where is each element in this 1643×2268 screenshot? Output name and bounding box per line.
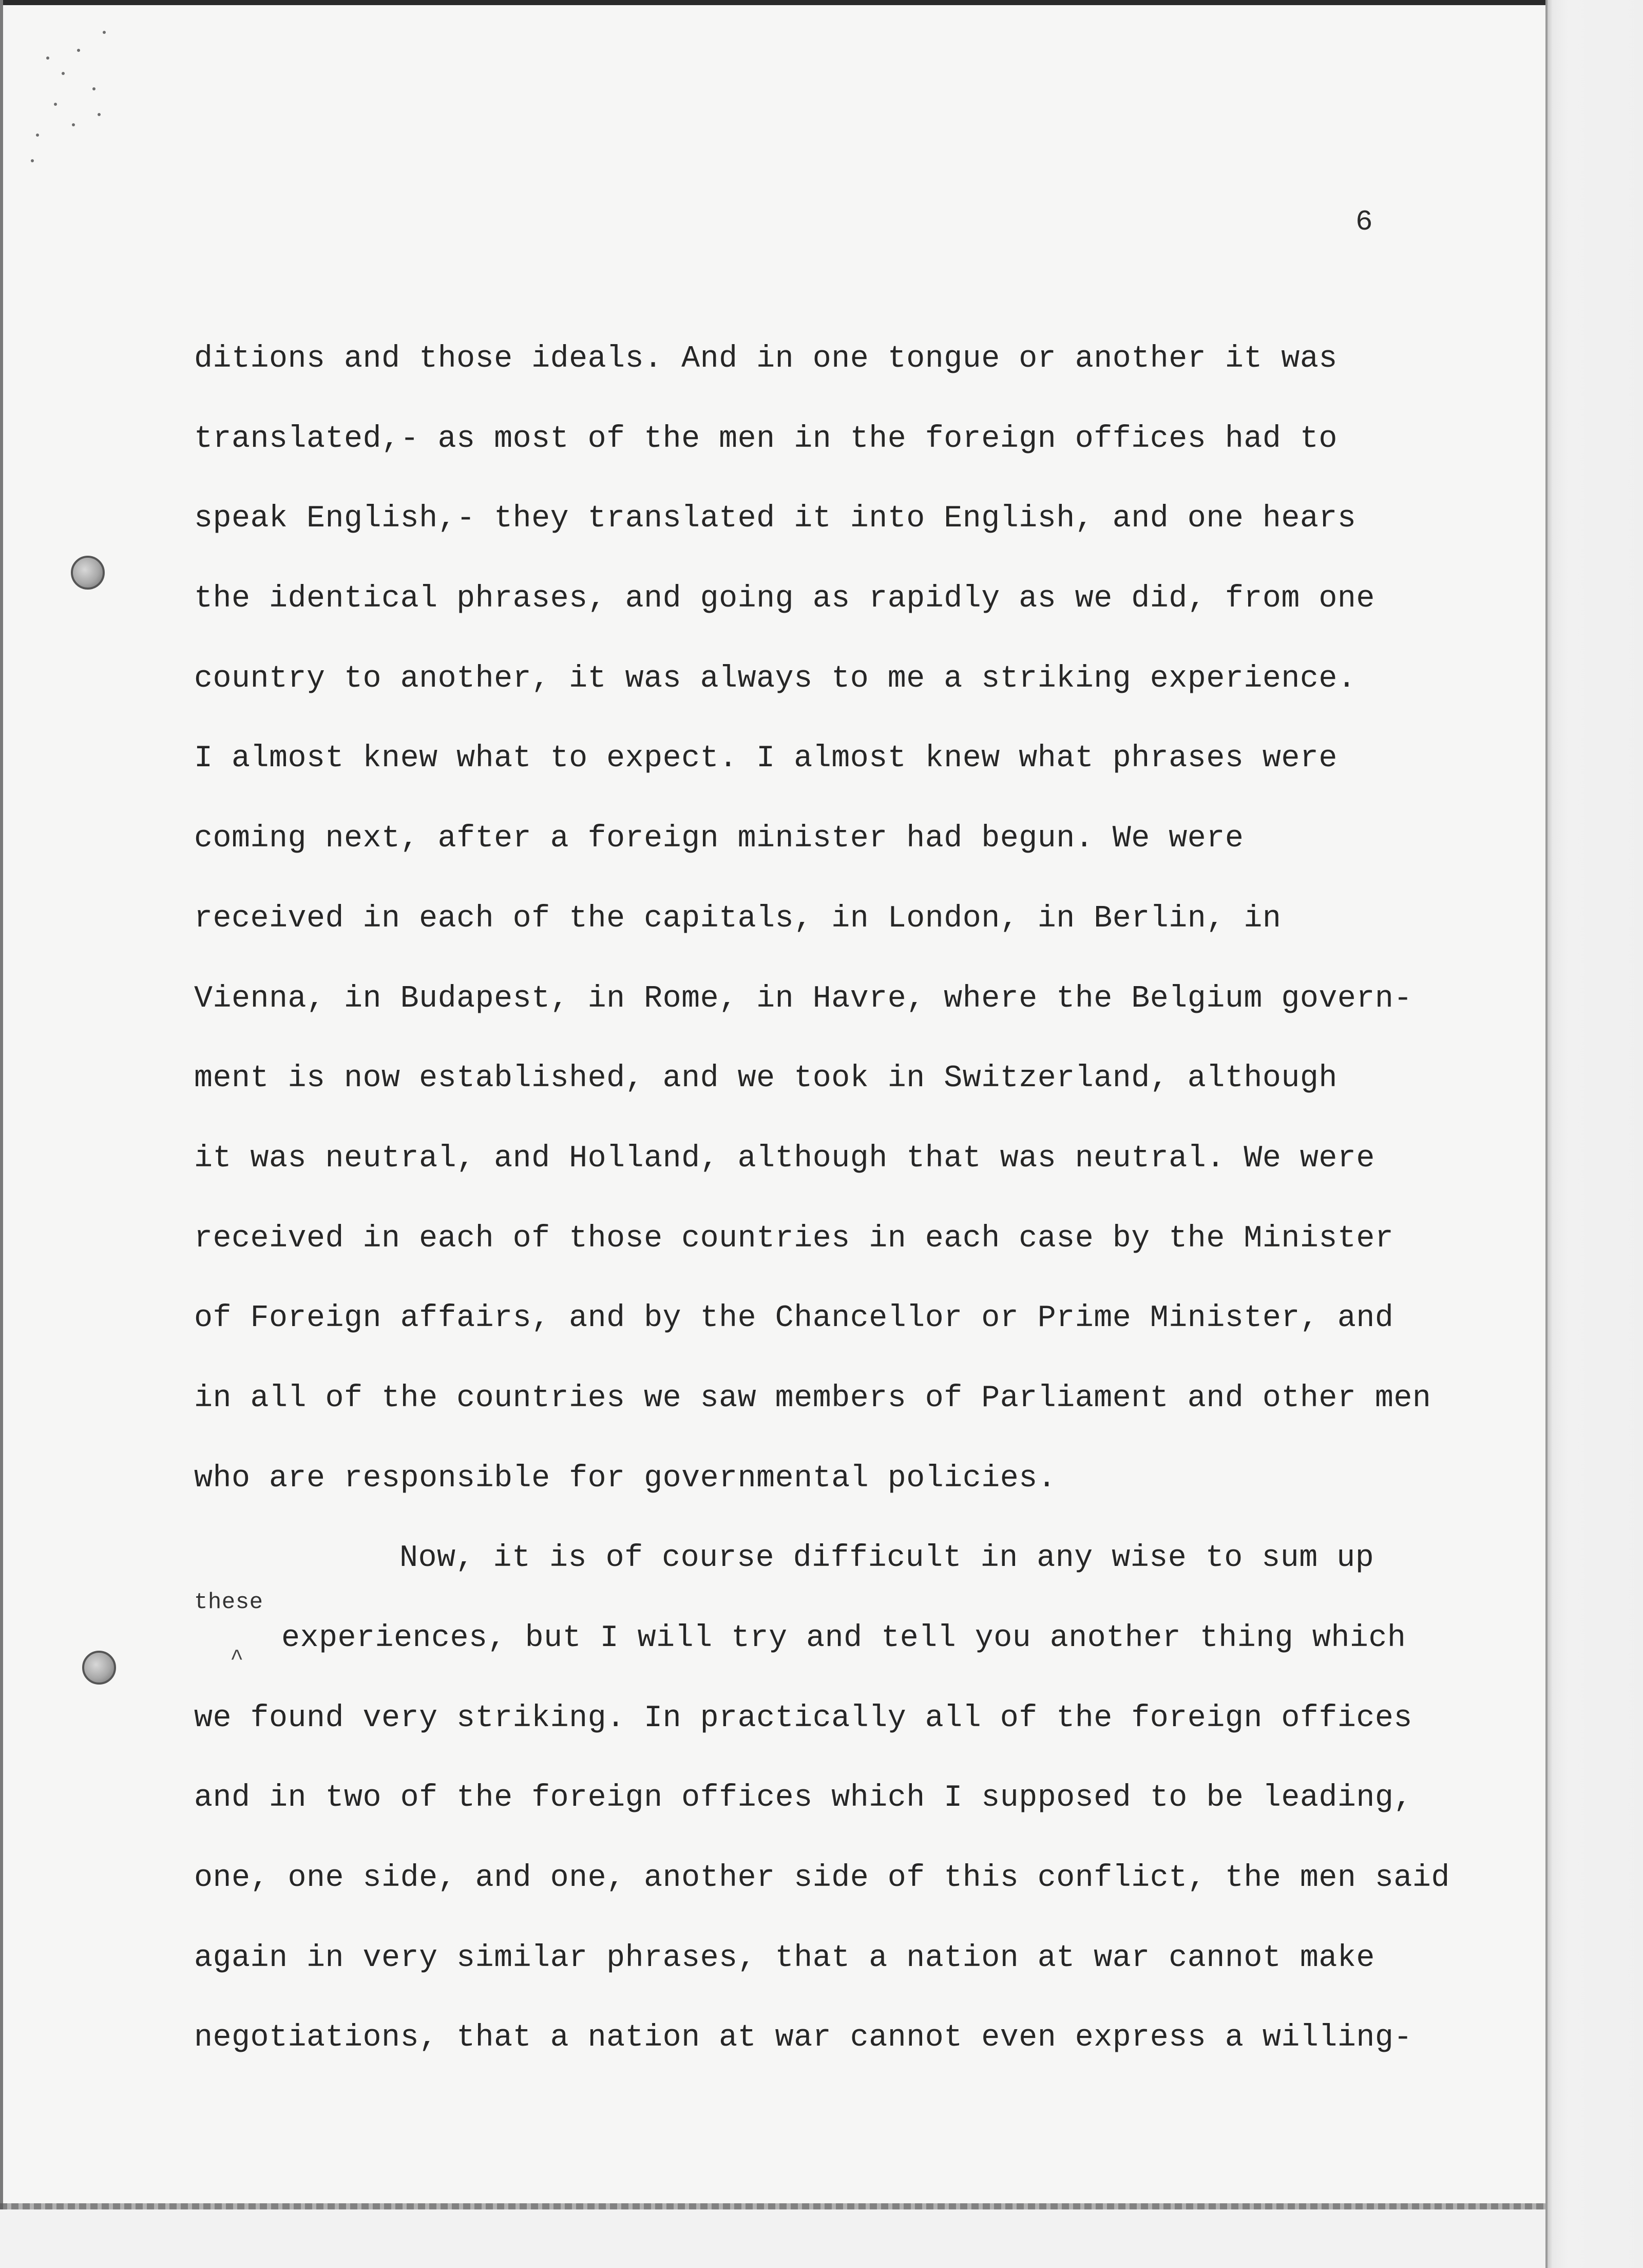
caret-insertion-mark: ^ [230, 1646, 244, 1672]
text-line: it was neutral, and Holland, although that was neutral. We were [194, 1141, 1375, 1176]
scan-speck [72, 123, 75, 126]
text-line: received in each of those countries in each case by the Minister [194, 1221, 1394, 1256]
typed-body-text [194, 319, 1529, 2078]
scan-bottom-edge [0, 2203, 1545, 2209]
text-line: ditions and those ideals. And in one tongue or another it was [194, 342, 1338, 376]
text-line: negotiations, that a nation at war cannot even express a willing- [194, 2020, 1412, 2056]
text-line: we found very striking. In practically all of the foreign offices [194, 1700, 1412, 1736]
text-line: of Foreign affairs, and by the Chancellor or Prime Minister, and [194, 1301, 1394, 1336]
scan-speck [31, 159, 34, 162]
scan-speck [92, 87, 95, 90]
text-line: country to another, it was always to me a striking experience. [194, 661, 1357, 696]
punch-hole-icon [82, 1651, 116, 1685]
text-line: received in each of the capitals, in London, in Berlin, in [194, 901, 1282, 936]
scan-speck [36, 134, 39, 137]
scan-speck [77, 49, 80, 52]
page-number: 6 [1355, 205, 1373, 238]
interlinear-correction [194, 1590, 1529, 1679]
text-line: experiences, but I will try and tell you another thing which [281, 1621, 1406, 1656]
text-line: Vienna, in Budapest, in Rome, in Havre, where the Belgium govern- [194, 981, 1412, 1016]
text-line: in all of the countries we saw members of Parliament and other men [194, 1381, 1431, 1416]
scan-top-border [0, 0, 1643, 5]
scan-left-border [0, 0, 3, 2268]
scan-right-edge [1545, 0, 1643, 2268]
paragraph-start-line: Now, it is of course difficult in any wise to sum up [399, 1541, 1374, 1576]
text-line: one, one side, and one, another side of this conflict, the men said [194, 1861, 1450, 1896]
text-line: translated,- as most of the men in the foreign offices had to [194, 421, 1338, 457]
text-line: the identical phrases, and going as rapidly as we did, from one [194, 581, 1375, 617]
text-line: coming next, after a foreign minister had begun. We were [194, 821, 1244, 857]
scan-speck [54, 103, 57, 106]
text-line: again in very similar phrases, that a nation at war cannot make [194, 1940, 1375, 1976]
scan-speck [98, 113, 101, 116]
scan-speck [46, 56, 49, 60]
text-line: ment is now established, and we took in Switzerland, although [194, 1061, 1338, 1097]
text-line: I almost knew what to expect. I almost knew what phrases were [194, 741, 1338, 777]
punch-hole-icon [71, 556, 105, 590]
inserted-word: these [194, 1590, 263, 1615]
text-line: who are responsible for governmental policies. [194, 1461, 1057, 1496]
scan-speck [103, 31, 106, 34]
text-line: speak English,- they translated it into English, and one hears [194, 501, 1357, 537]
scan-bottom-margin [0, 2209, 1545, 2268]
scan-speck [62, 72, 65, 75]
text-line: and in two of the foreign offices which I supposed to be leading, [194, 1781, 1412, 1816]
